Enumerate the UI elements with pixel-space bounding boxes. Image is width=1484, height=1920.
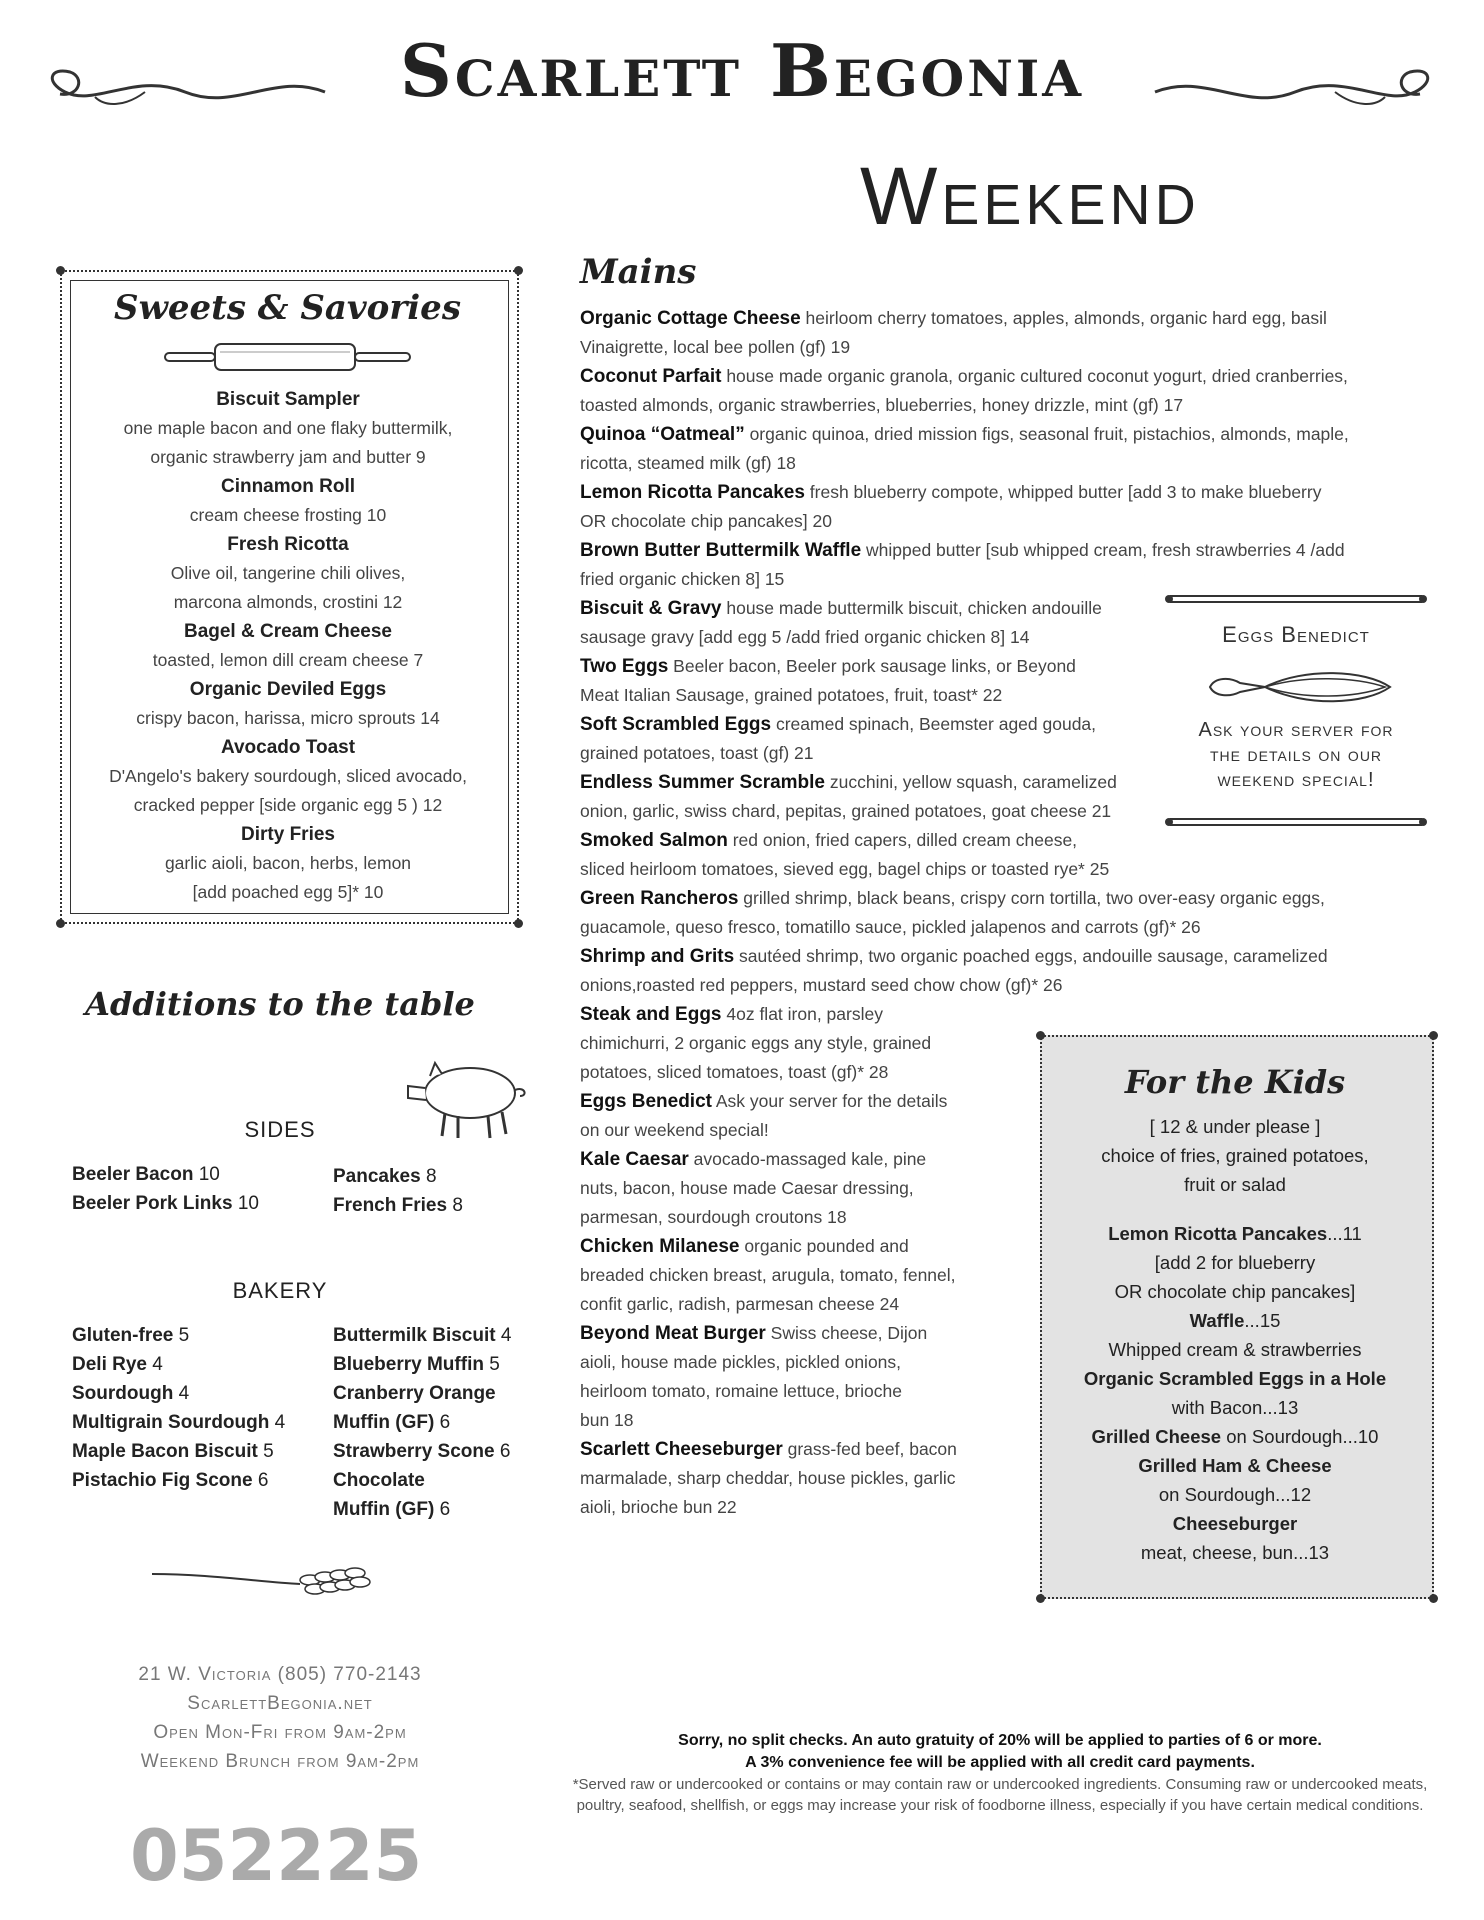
main-line	[580, 884, 1410, 913]
main-line	[580, 797, 1140, 826]
menu-item	[72, 1160, 259, 1189]
main-item-name: Quinoa “Oatmeal”	[580, 424, 745, 445]
kids-item-text: ...11	[1327, 1223, 1362, 1244]
main-line	[580, 1000, 975, 1029]
menu-item	[72, 1408, 285, 1437]
hours-weekday: Open Mon-Fri from 9am-2pm	[153, 1722, 407, 1743]
main-item-desc: onion, garlic, swiss chard, pepitas, grained potatoes, goat cheese 21	[580, 801, 1112, 821]
main-line	[580, 1232, 975, 1261]
payment-notice	[570, 1730, 1430, 1816]
main-item-desc: fried organic chicken 8] 15	[580, 569, 785, 589]
main-line	[580, 681, 1140, 710]
sweets-item-desc: D'Angelo's bakery sourdough, sliced avocado,	[109, 766, 467, 786]
sweets-item-desc: crispy bacon, harissa, micro sprouts 14	[136, 708, 440, 728]
main-item-name: Smoked Salmon	[580, 830, 728, 851]
main-item-desc: parmesan, sourdough croutons 18	[580, 1207, 847, 1227]
main-line	[580, 739, 1140, 768]
main-item-desc: Beeler bacon, Beeler pork sausage links, or Beyond	[668, 656, 1076, 676]
wheat-icon	[150, 1560, 380, 1600]
item-name: Muffin (GF)	[333, 1499, 435, 1520]
sweets-item-desc: Olive oil, tangerine chili olives,	[170, 563, 406, 583]
kids-item-name: Waffle	[1189, 1310, 1245, 1331]
main-item-desc: Vinaigrette, local bee pollen (gf) 19	[580, 337, 851, 357]
contact-info	[60, 1660, 500, 1776]
main-line	[580, 1493, 975, 1522]
main-item-desc: organic quinoa, dried mission figs, seasonal fruit, pistachios, almonds, maple,	[744, 424, 1349, 444]
item-name: Beeler Pork Links	[72, 1193, 233, 1214]
additions-title: Additions to the table	[85, 985, 475, 1023]
sweets-item-name: Dirty Fries	[241, 824, 335, 845]
menu-item	[333, 1437, 511, 1466]
main-item-name: Kale Caesar	[580, 1149, 689, 1170]
main-item-desc: red onion, fried capers, dilled cream cheese,	[727, 830, 1078, 850]
kids-item-text: choice of fries, grained potatoes,	[1101, 1145, 1369, 1166]
sweets-list	[72, 385, 504, 907]
item-name: Beeler Bacon	[72, 1164, 194, 1185]
sweets-item-name: Bagel & Cream Cheese	[183, 621, 393, 642]
main-item-name: Two Eggs	[580, 656, 669, 677]
raw-food-disclaimer: *Served raw or undercooked or contains or may contain raw or undercooked ingredients. Consuming raw or undercooked meats, poultry, seafood, shellfish, or eggs may increase your risk of foodborne illness, especially if you have certain medical conditions.	[572, 1776, 1428, 1814]
kids-line	[1040, 1277, 1430, 1306]
main-item-name: Soft Scrambled Eggs	[580, 714, 772, 735]
main-line	[580, 478, 1410, 507]
main-item-desc: sausage gravy [add egg 5 /add fried organic chicken 8] 14	[580, 627, 1030, 647]
main-line	[580, 1406, 975, 1435]
kids-item-text: OR chocolate chip pancakes]	[1114, 1281, 1356, 1302]
menu-item	[72, 1466, 285, 1495]
main-item-desc: creamed spinach, Beemster aged gouda,	[771, 714, 1097, 734]
notice-split-checks: Sorry, no split checks. An auto gratuity of 20% will be applied to parties of 6 or more.	[678, 1732, 1322, 1749]
menu-item	[333, 1162, 463, 1191]
kids-item-text: meat, cheese, bun...13	[1140, 1542, 1330, 1563]
main-item-desc: Meat Italian Sausage, grained potatoes, fruit, toast* 22	[580, 685, 1003, 705]
menu-item	[72, 1379, 285, 1408]
main-item-desc: Swiss cheese, Dijon	[765, 1323, 928, 1343]
kids-line	[1040, 1112, 1430, 1141]
item-name: Strawberry Scone	[333, 1441, 495, 1462]
main-line	[580, 362, 1410, 391]
main-item-name: Endless Summer Scramble	[580, 772, 825, 793]
main-item-desc: guacamole, queso fresco, tomatillo sauce, pickled jalapenos and carrots (gf)* 26	[580, 917, 1201, 937]
item-name: Cranberry Orange	[333, 1383, 496, 1404]
sweets-item-desc: toasted, lemon dill cream cheese 7	[152, 650, 424, 670]
main-item-desc: grilled shrimp, black beans, crispy corn tortilla, two over-easy organic eggs,	[738, 888, 1325, 908]
main-line	[580, 1290, 975, 1319]
main-item-desc: whipped butter [sub whipped cream, fresh strawberries 4 /add	[861, 540, 1345, 560]
sweets-item-desc: [add poached egg 5]* 10	[192, 882, 384, 902]
eggs-benedict-text: Ask your server for the details on our weekend special!	[1198, 719, 1394, 791]
main-item-desc: aioli, brioche bun 22	[580, 1497, 737, 1517]
divider-top	[1165, 592, 1427, 606]
item-price: 6	[439, 1412, 451, 1433]
item-name: Muffin (GF)	[333, 1412, 435, 1433]
mains-title: Mains	[580, 252, 697, 292]
restaurant-name: Scarlett Begonia	[399, 28, 1085, 113]
item-name: French Fries	[333, 1195, 448, 1216]
eggs-benedict-heading: Eggs Benedict	[1222, 622, 1370, 647]
main-line	[580, 855, 1140, 884]
kids-line	[1040, 1335, 1430, 1364]
kids-item-name: Grilled Ham & Cheese	[1138, 1455, 1332, 1476]
item-name: Gluten-free	[72, 1325, 174, 1346]
item-price: 4	[178, 1383, 190, 1404]
main-item-name: Chicken Milanese	[580, 1236, 740, 1257]
kids-list	[1040, 1112, 1430, 1567]
main-line	[580, 913, 1410, 942]
main-item-name: Eggs Benedict	[580, 1091, 712, 1112]
menu-item	[333, 1379, 511, 1408]
main-item-name: Scarlett Cheeseburger	[580, 1439, 783, 1460]
item-price: 10	[237, 1193, 259, 1214]
kids-line	[1040, 1141, 1430, 1170]
kids-item-text: Whipped cream & strawberries	[1108, 1339, 1362, 1360]
sweets-item-name: Organic Deviled Eggs	[189, 679, 387, 700]
main-item-name: Biscuit & Gravy	[580, 598, 722, 619]
sweets-item-desc: cracked pepper [side organic egg 5 ) 12	[133, 795, 443, 815]
kids-line	[1040, 1306, 1430, 1335]
item-price: 6	[499, 1441, 511, 1462]
main-item-desc: 4oz flat iron, parsley	[721, 1004, 883, 1024]
main-item-desc: zucchini, yellow squash, caramelized	[825, 772, 1117, 792]
main-line	[580, 942, 1410, 971]
left-flourish-icon	[35, 62, 335, 122]
main-line	[580, 1029, 975, 1058]
main-item-desc: onions,roasted red peppers, mustard seed chow chow (gf)* 26	[580, 975, 1063, 995]
main-item-desc: house made buttermilk biscuit, chicken andouille	[721, 598, 1102, 618]
kids-line	[1040, 1170, 1430, 1199]
main-line	[580, 1377, 975, 1406]
kids-line	[1040, 1538, 1430, 1567]
kids-item-text: on Sourdough...12	[1158, 1484, 1312, 1505]
main-line	[580, 1145, 975, 1174]
kids-item-name: Lemon Ricotta Pancakes	[1108, 1223, 1328, 1244]
main-line	[580, 565, 1410, 594]
sides-left	[72, 1160, 259, 1218]
item-price: 10	[198, 1164, 220, 1185]
menu-item	[333, 1495, 511, 1524]
item-name: Blueberry Muffin	[333, 1354, 484, 1375]
item-name: Maple Bacon Biscuit	[72, 1441, 258, 1462]
menu-item	[72, 1321, 285, 1350]
sides-right	[333, 1162, 463, 1220]
main-line	[580, 1319, 975, 1348]
main-line	[580, 333, 1410, 362]
main-item-desc: bun 18	[580, 1410, 634, 1430]
weekend-title: Weekend	[860, 151, 1200, 242]
main-item-name: Steak and Eggs	[580, 1004, 722, 1025]
main-line	[580, 1464, 975, 1493]
main-line	[580, 1087, 975, 1116]
main-line	[580, 623, 1140, 652]
menu-code: 052225	[130, 1815, 423, 1897]
kids-item-text: [ 12 & under please ]	[1149, 1116, 1321, 1137]
kids-line	[1040, 1219, 1430, 1248]
main-item-desc: marmalade, sharp cheddar, house pickles, garlic	[580, 1468, 956, 1488]
main-item-desc: Ask your server for the details	[711, 1091, 948, 1111]
main-line	[580, 1174, 975, 1203]
menu-item	[333, 1321, 511, 1350]
item-name: Sourdough	[72, 1383, 174, 1404]
main-item-desc: organic pounded and	[739, 1236, 909, 1256]
main-item-desc: chimichurri, 2 organic eggs any style, grained	[580, 1033, 932, 1053]
sweets-item-name: Cinnamon Roll	[220, 476, 356, 497]
item-price: 8	[425, 1166, 437, 1187]
main-item-name: Beyond Meat Burger	[580, 1323, 766, 1344]
main-line	[580, 449, 1410, 478]
main-line	[580, 304, 1410, 333]
main-item-name: Brown Butter Buttermilk Waffle	[580, 540, 862, 561]
kids-line	[1040, 1393, 1430, 1422]
item-price: 5	[178, 1325, 190, 1346]
kids-title: For the Kids	[1124, 1063, 1346, 1101]
kids-line	[1040, 1451, 1430, 1480]
item-price: 6	[439, 1499, 451, 1520]
item-price: 5	[489, 1354, 500, 1375]
main-line	[580, 1435, 975, 1464]
main-item-desc: house made organic granola, organic cultured coconut yogurt, dried cranberries,	[721, 366, 1348, 386]
main-item-name: Shrimp and Grits	[580, 946, 735, 967]
bakery-right	[333, 1321, 511, 1524]
kids-line	[1040, 1364, 1430, 1393]
sweets-item-desc: one maple bacon and one flaky buttermilk,	[123, 418, 453, 438]
sweets-item-desc: marcona almonds, crostini 12	[173, 592, 403, 612]
main-line	[580, 1203, 975, 1232]
main-item-desc: avocado-massaged kale, pine	[688, 1149, 927, 1169]
divider-bottom	[1165, 815, 1427, 829]
mains-list-column	[580, 1000, 975, 1522]
kids-item-name: Organic Scrambled Eggs in a Hole	[1083, 1368, 1387, 1389]
main-line	[580, 710, 1140, 739]
kids-item-text: ...15	[1244, 1310, 1281, 1331]
item-name: Deli Rye	[72, 1354, 147, 1375]
menu-item	[333, 1466, 511, 1495]
kids-line	[1040, 1509, 1430, 1538]
kids-item-text: fruit or salad	[1184, 1174, 1286, 1195]
sweets-item-desc: garlic aioli, bacon, herbs, lemon	[164, 853, 412, 873]
main-line	[580, 1058, 975, 1087]
sweets-item-name: Avocado Toast	[220, 737, 356, 758]
sweets-item-name: Biscuit Sampler	[216, 389, 360, 410]
kids-item-text: with Bacon...13	[1171, 1397, 1299, 1418]
main-line	[580, 768, 1140, 797]
main-item-desc: heirloom tomato, romaine lettuce, brioche	[580, 1381, 902, 1401]
main-item-desc: nuts, bacon, house made Caesar dressing,	[580, 1178, 914, 1198]
item-price: 4	[500, 1325, 512, 1346]
main-item-desc: toasted almonds, organic strawberries, blueberries, honey drizzle, mint (gf) 17	[580, 395, 1184, 415]
address-text: 21 W. Victoria (805) 770-2143	[138, 1664, 422, 1685]
main-item-name: Green Rancheros	[580, 888, 739, 909]
menu-item	[72, 1189, 259, 1218]
kids-item-name: Grilled Cheese	[1091, 1426, 1222, 1447]
main-line	[580, 971, 1410, 1000]
mains-list-wide	[580, 884, 1410, 1000]
main-item-desc: aioli, house made pickles, pickled onions,	[580, 1352, 902, 1372]
sweets-item-name: Fresh Ricotta	[227, 534, 349, 555]
bakery-heading: BAKERY	[232, 1278, 328, 1303]
main-line	[580, 652, 1140, 681]
menu-item	[333, 1408, 511, 1437]
right-flourish-icon	[1145, 62, 1445, 122]
main-line	[580, 420, 1410, 449]
sides-heading: SIDES	[244, 1117, 316, 1142]
kids-line	[1040, 1248, 1430, 1277]
item-price: 6	[257, 1470, 269, 1491]
main-item-desc: fresh blueberry compote, whipped butter [add 3 to make blueberry	[804, 482, 1322, 502]
main-line	[580, 1261, 975, 1290]
item-price: 4	[274, 1412, 286, 1433]
main-line	[580, 594, 1140, 623]
kids-line	[1040, 1480, 1430, 1509]
kids-line	[1040, 1199, 1430, 1219]
main-item-desc: sliced heirloom tomatoes, sieved egg, bagel chips or toasted rye* 25	[580, 859, 1110, 879]
main-item-desc: OR chocolate chip pancakes] 20	[580, 511, 832, 531]
main-item-desc: breaded chicken breast, arugula, tomato, fennel,	[580, 1265, 956, 1285]
bakery-left	[72, 1321, 285, 1495]
main-line	[580, 1348, 975, 1377]
item-price: 4	[152, 1354, 163, 1375]
item-price: 5	[263, 1441, 274, 1462]
mains-list-narrow	[580, 594, 1140, 884]
kids-item-text: [add 2 for blueberry	[1154, 1252, 1316, 1273]
main-item-desc: potatoes, sliced tomatoes, toast (gf)* 28	[580, 1062, 889, 1082]
kids-line	[1040, 1422, 1430, 1451]
main-item-desc: sautéed shrimp, two organic poached eggs, andouille sausage, caramelized	[734, 946, 1328, 966]
main-line	[580, 1116, 975, 1145]
kids-item-name: Cheeseburger	[1172, 1513, 1298, 1534]
main-item-desc: grained potatoes, toast (gf) 21	[580, 743, 814, 763]
main-item-desc: on our weekend special!	[580, 1120, 769, 1140]
rolling-pin-icon	[160, 340, 415, 374]
main-line	[580, 536, 1410, 565]
item-price: 8	[452, 1195, 463, 1216]
whisk-icon	[1205, 665, 1395, 710]
main-line	[580, 507, 1410, 536]
item-name: Pistachio Fig Scone	[72, 1470, 253, 1491]
item-name: Pancakes	[333, 1166, 421, 1187]
item-name: Multigrain Sourdough	[72, 1412, 270, 1433]
menu-item	[72, 1437, 285, 1466]
main-item-desc: confit garlic, radish, parmesan cheese 24	[580, 1294, 900, 1314]
item-name: Chocolate	[333, 1470, 425, 1491]
mains-list	[580, 304, 1410, 594]
menu-item	[333, 1191, 463, 1220]
sweets-title: Sweets & Savories	[114, 288, 461, 328]
kids-item-text: on Sourdough...10	[1221, 1426, 1379, 1447]
notice-fee: A 3% convenience fee will be applied with all credit card payments.	[745, 1754, 1255, 1771]
sweets-item-desc: cream cheese frosting 10	[189, 505, 387, 525]
main-line	[580, 826, 1140, 855]
main-item-name: Organic Cottage Cheese	[580, 308, 801, 329]
main-item-desc: ricotta, steamed milk (gf) 18	[580, 453, 796, 473]
hours-weekend: Weekend Brunch from 9am-2pm	[140, 1751, 420, 1772]
website-link[interactable]: ScarlettBegonia.net	[187, 1693, 373, 1714]
item-name: Buttermilk Biscuit	[333, 1325, 496, 1346]
menu-item	[333, 1350, 511, 1379]
main-line	[580, 391, 1410, 420]
sweets-item-desc: organic strawberry jam and butter 9	[150, 447, 426, 467]
main-item-name: Lemon Ricotta Pancakes	[580, 482, 805, 503]
menu-item	[72, 1350, 285, 1379]
main-item-desc: grass-fed beef, bacon	[782, 1439, 957, 1459]
main-item-desc: heirloom cherry tomatoes, apples, almonds, organic hard egg, basil	[800, 308, 1327, 328]
main-item-name: Coconut Parfait	[580, 366, 722, 387]
